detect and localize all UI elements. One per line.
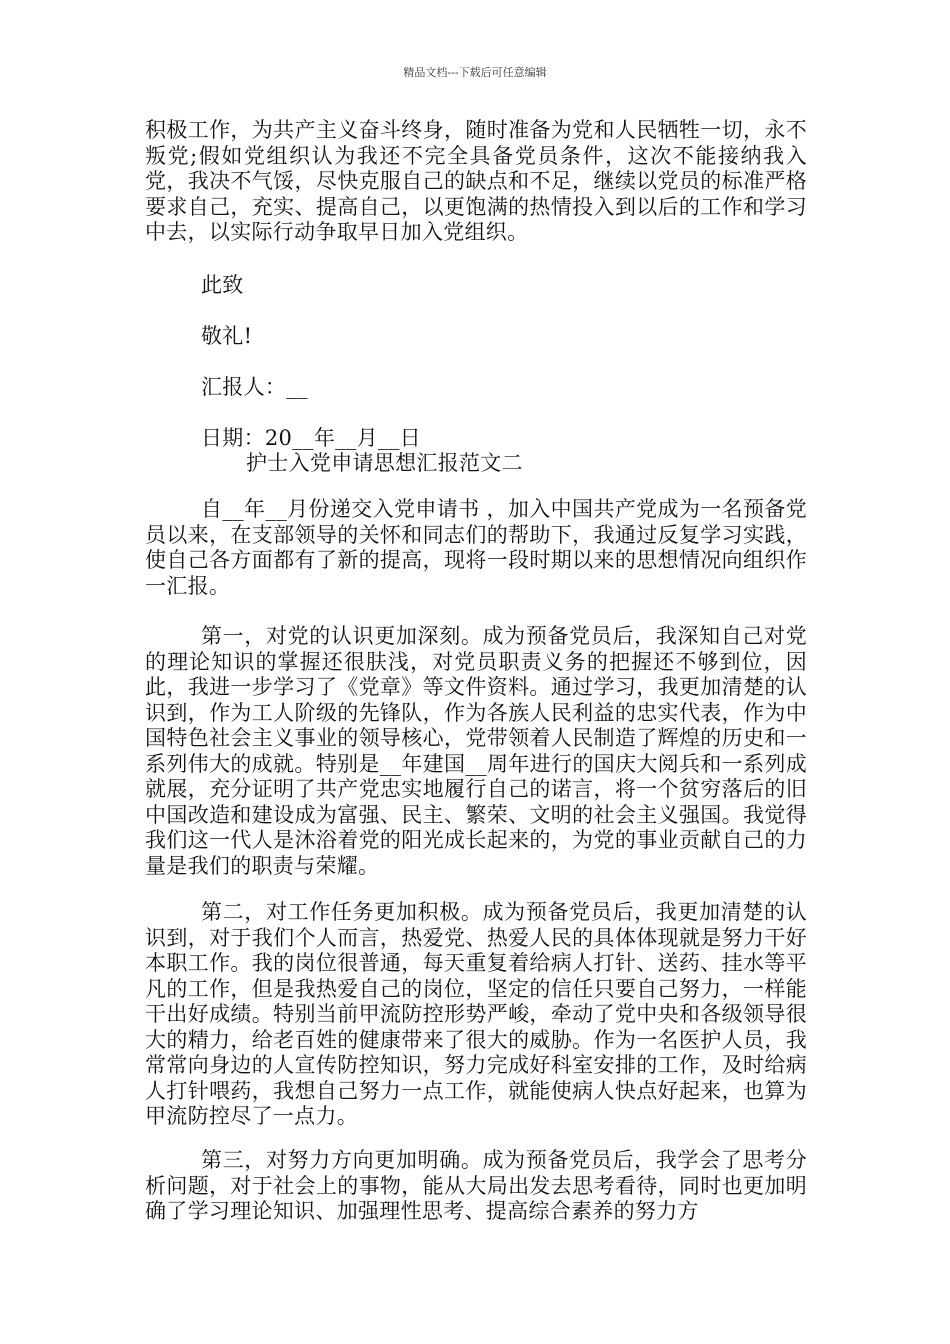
continuation-paragraph — [145, 118, 807, 246]
paragraph-intro — [145, 497, 807, 599]
respect-line: 敬礼! — [201, 324, 253, 348]
paragraph-text: 第一，对党的认识更加深刻。成为预备党员后，我深知自己对党的理论知识的掌握还很肤浅，对党员职责义务的把握还不够到位，因此，我进一步学习了《党章》等文件资料。通过学习，我更加清楚的认识到，作为工人阶级的先锋队，作为各族人民利益的忠实代表，作为中国特色社会主义事业的领导核心，党带领着人民制造了辉煌的历史和一系列伟大的成就。特别是__年建国__周年进行的国庆大阅兵和一系列成就展，充分证明了共产党忠实地履行自己的诺言，将一个贫穷落后的旧中国改造和建设成为富强、民主、繁荣、文明的社会主义强国。我觉得我们这一代人是沐浴着党的阳光成长起来的，为党的事业贡献自己的力量是我们的职责与荣耀。 — [145, 624, 807, 878]
salutation: 此致 — [201, 273, 244, 297]
section-title: 护士入党申请思想汇报范文二 — [246, 451, 523, 475]
date-line: 日期：20__年__月__日 — [201, 426, 421, 450]
paragraph-text: 第三，对努力方向更加明确。成为预备党员后，我学会了思考分析问题，对于社会上的事物，能从大局出发去思考看待，同时也更加明确了学习理论知识、加强理性思考、提高综合素养的努力方 — [145, 1148, 807, 1223]
paragraph-text: 自__年__月份递交入党申请书 ，加入中国共产党成为一名预备党员以来，在支部领导的关怀和同志们的帮助下，我通过反复学习实践，使自己各方面都有了新的提高，现将一段时期以来的思想情况向组织作一汇报。 — [145, 497, 807, 598]
paragraph-second — [145, 900, 807, 1130]
paragraph-text: 第二，对工作任务更加积极。成为预备党员后，我更加清楚的认识到，对于我们个人而言，热爱党、热爱人民的具体体现就是努力干好本职工作。我的岗位很普通，每天重复着给病人打针、送药、挂水等平凡的工作，但是我热爱自己的岗位，坚定的信任只要自己努力，一样能干出好成绩。特别当前甲流防控形势严峻，牵动了党中央和各级领导很大的精力，给老百姓的健康带来了很大的威胁。作为一名医护人员，我常常向身边的人宣传防控知识，努力完成好科室安排的工作，及时给病人打针喂药，我想自己努力一点工作，就能使病人快点好起来，也算为甲流防控尽了一点力。 — [145, 900, 807, 1128]
page-header: 精品文档---下载后可任意编辑 — [403, 66, 547, 79]
reporter-line: 汇报人：__ — [201, 375, 308, 399]
continuation-text: 积极工作，为共产主义奋斗终身，随时准备为党和人民牺牲一切，永不叛党;假如党组织认为我还不完全具备党员条件，这次不能接纳我入党，我决不气馁，尽快克服自己的缺点和不足，继续以党员的标准严格要求自己，充实、提高自己，以更饱满的热情投入到以后的工作和学习中去，以实际行动争取早日加入党组织。 — [145, 118, 807, 244]
paragraph-first — [145, 624, 807, 879]
paragraph-third — [145, 1148, 807, 1225]
